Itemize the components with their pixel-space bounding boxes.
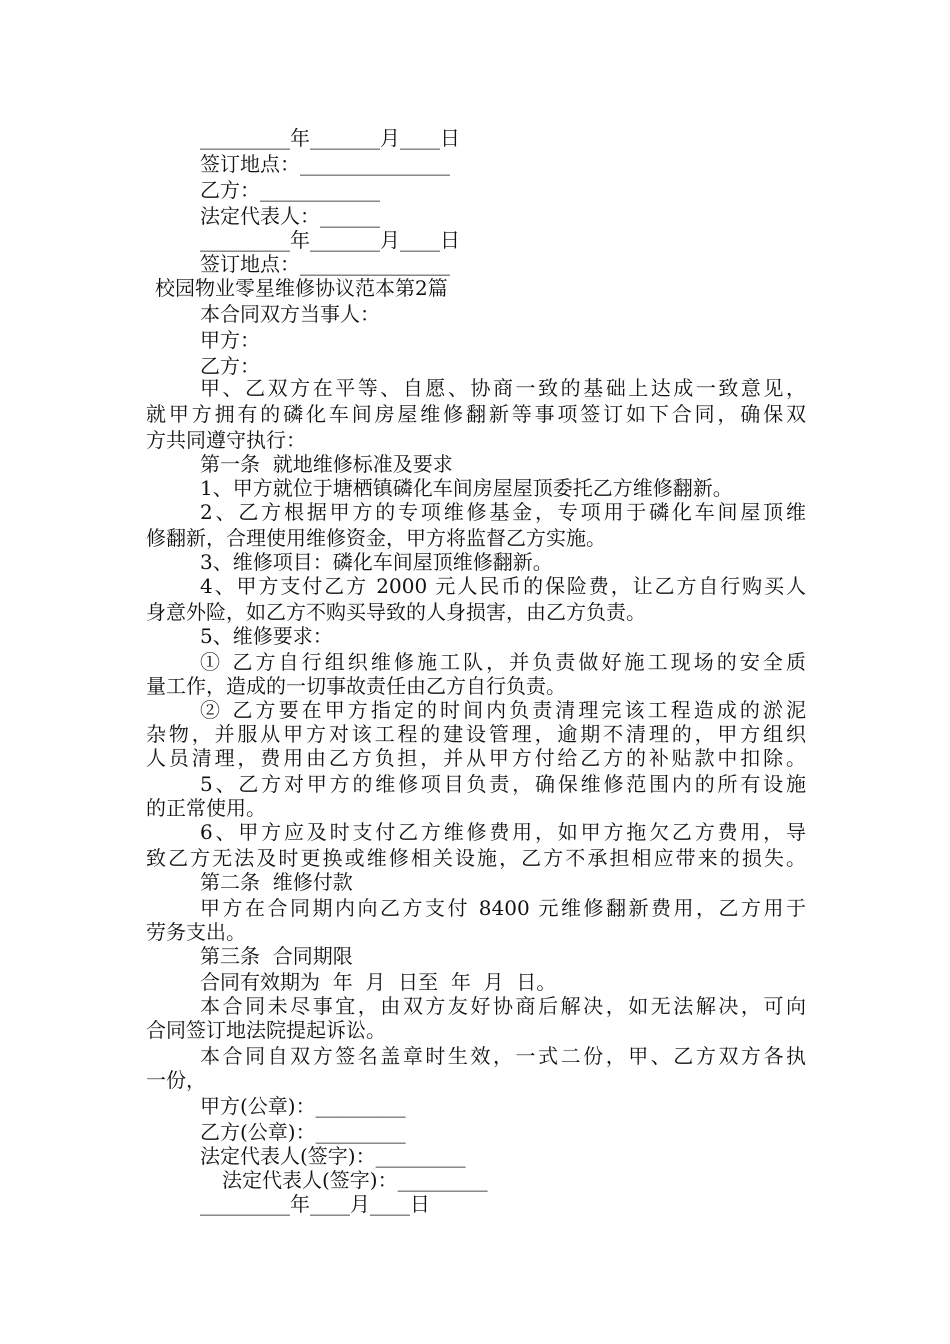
paragraph-line: 修翻新，合理使用维修资金，甲方将监督乙方实施。: [146, 526, 606, 550]
paragraph-line: 2、乙方根据甲方的专项维修基金，专项用于磷化车间屋顶维: [200, 500, 806, 524]
date-line: _________年_______月____日: [200, 228, 460, 252]
paragraph-line: 3、维修项目：磷化车间屋顶维修翻新。: [200, 550, 553, 574]
paragraph-line: 杂物，并服从甲方对该工程的建设管理，逾期不清理的，甲方组织: [146, 722, 806, 746]
paragraph-line: 人员清理，费用由乙方负担，并从甲方付给乙方的补贴款中扣除。: [146, 746, 806, 770]
signing-place-line: 签订地点：_______________: [200, 252, 450, 276]
paragraph-line: ② 乙方要在甲方指定的时间内负责清理完该工程造成的淤泥: [200, 698, 806, 722]
paragraph-line: 的正常使用。: [146, 796, 266, 820]
paragraph-line: 就甲方拥有的磷化车间房屋维修翻新等事项签订如下合同，确保双: [146, 402, 806, 426]
paragraph-line: 本合同双方当事人：: [200, 302, 380, 326]
paragraph-line: 6、甲方应及时支付乙方维修费用，如甲方拖欠乙方费用，导: [200, 820, 806, 844]
paragraph-line: 一份，: [146, 1068, 206, 1092]
paragraph-line: 身意外险，如乙方不购买导致的人身损害，由乙方负责。: [146, 600, 646, 624]
party-b-line: 乙方：: [200, 354, 260, 378]
legal-rep-signature-line: 法定代表人(签字)：_________: [200, 1144, 466, 1168]
paragraph-line: 甲方在合同期内向乙方支付 8400 元维修翻新费用，乙方用于: [200, 896, 806, 920]
article-heading: 第一条 就地维修标准及要求: [200, 452, 453, 476]
date-line: _________年_______月____日: [200, 126, 460, 150]
paragraph-line: 劳务支出。: [146, 920, 246, 944]
paragraph-line: 5、维修要求：: [200, 624, 333, 648]
paragraph-line: 本合同自双方签名盖章时生效，一式二份，甲、乙方双方各执: [200, 1044, 806, 1068]
signing-place-line: 签订地点：_______________: [200, 152, 450, 176]
paragraph-line: 合同签订地法院提起诉讼。: [146, 1018, 386, 1042]
paragraph-line: 致乙方无法及时更换或维修相关设施，乙方不承担相应带来的损失。: [146, 846, 806, 870]
article-heading: 第二条 维修付款: [200, 870, 353, 894]
paragraph-line: ① 乙方自行组织维修施工队，并负责做好施工现场的安全质: [200, 650, 806, 674]
party-b-line: 乙方：____________: [200, 178, 380, 202]
party-a-line: 甲方：: [200, 328, 260, 352]
date-line: _________年____月____日: [200, 1192, 430, 1216]
paragraph-line: 5、乙方对甲方的维修项目负责，确保维修范围内的所有设施: [200, 772, 806, 796]
paragraph-line: 方共同遵守执行：: [146, 428, 306, 452]
paragraph-line: 合同有效期为 年 月 日至 年 月 日。: [200, 970, 557, 994]
section-title: 校园物业零星维修协议范本第2篇: [155, 276, 448, 300]
paragraph-line: 量工作，造成的一切事故责任由乙方自行负责。: [146, 674, 566, 698]
legal-rep-line: 法定代表人：______: [200, 204, 380, 228]
legal-rep-signature-line: 法定代表人(签字)：_________: [222, 1168, 488, 1192]
party-a-seal-line: 甲方(公章)：_________: [200, 1094, 406, 1118]
paragraph-line: 4、甲方支付乙方 2000 元人民币的保险费，让乙方自行购买人: [200, 574, 806, 598]
article-heading: 第三条 合同期限: [200, 944, 353, 968]
paragraph-line: 本合同未尽事宜，由双方友好协商后解决，如无法解决，可向: [200, 994, 806, 1018]
paragraph-line: 1、甲方就位于塘栖镇磷化车间房屋屋顶委托乙方维修翻新。: [200, 476, 733, 500]
paragraph-line: 甲、乙双方在平等、自愿、协商一致的基础上达成一致意见，: [200, 376, 806, 400]
party-b-seal-line: 乙方(公章)：_________: [200, 1120, 406, 1144]
